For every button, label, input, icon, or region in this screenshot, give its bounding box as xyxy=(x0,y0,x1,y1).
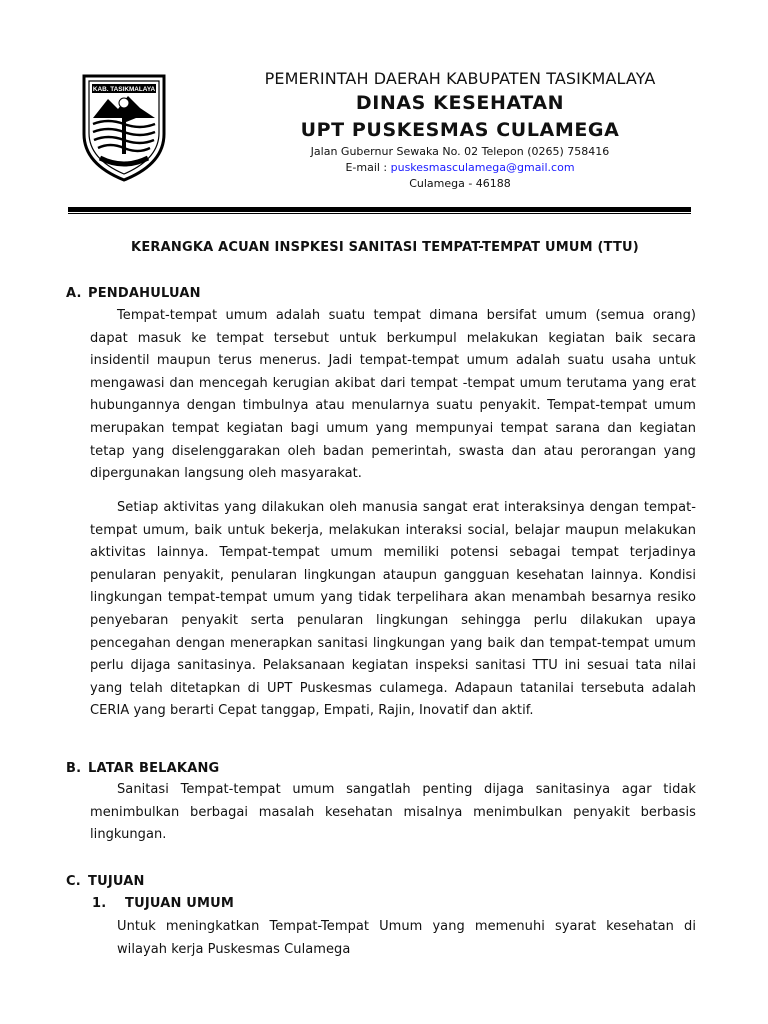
header-divider-thin xyxy=(68,213,691,214)
section-b-heading xyxy=(66,761,219,776)
section-a-heading xyxy=(66,286,201,301)
header-divider-thick xyxy=(68,207,691,212)
email-line xyxy=(200,160,720,176)
letterhead xyxy=(200,68,720,192)
subheading-1-number: 1. xyxy=(92,896,107,911)
document-title: KERANGKA ACUAN INSPKESI SANITASI TEMPAT-TEMPAT UMUM (TTU) xyxy=(131,240,639,255)
section-c-heading xyxy=(66,874,145,889)
section-a-paragraph-2: Setiap aktivitas yang dilakukan oleh manusia sangat erat interaksinya dengan tempat-tempat umum, baik untuk bekerja, melakukan interaksi social, belajar maupun melakukan aktivitas lainnya. Tempat-tempat umum memiliki potensi sebagai tempat terjadinya penularan penyakit, penularan lingkungan ataupun gangguan kesehatan lainnya. Kondisi lingkungan tempat-tempat umum yang tidak terpelihara akan menambah besarnya resiko penyebaran penyakit serta penularan lingkungan sehingga perlu dilakukan upaya pencegahan dengan menerapkan sanitasi lingkungan yang baik dan tempat-tempat umum perlu dijaga sanitasinya. Pelaksanaan kegiatan inspeksi sanitasi TTU ini sesuai tata nilai yang telah ditetapkan di UPT Puskesmas culamega. Adapaun tatanilai tersebuta adalah CERIA yang berarti Cepat tanggap, Empati, Rajin, Inovatif dan aktif. xyxy=(90,500,696,719)
section-a-paragraph-1: Tempat-tempat umum adalah suatu tempat dimana bersifat umum (semua orang) dapat masuk ke tempat tersebut untuk berkumpul melakukan kegiatan baik secara insidentil maupun terus menerus. Jadi tempat-tempat umum adalah suatu usaha untuk mengawasi dan mencegah kerugian akibat dari tempat -tempat umum terutama yang erat hubungannya dengan timbulnya atau menularnya suatu penyakit. Tempat-tempat umum merupakan tempat kegiatan bagi umum yang mempunyai tempat sarana dan kegiatan tetap yang diselenggarakan oleh badan pemerintah, swasta dan atau perorangan yang dipergunakan langsung oleh masyarakat. xyxy=(90,308,696,482)
government-name: PEMERINTAH DAERAH KABUPATEN TASIKMALAYA xyxy=(264,69,656,88)
kabupaten-emblem-logo xyxy=(78,72,170,184)
subheading-1-title: TUJUAN UMUM xyxy=(125,896,235,911)
agency-name: DINAS KESEHATAN xyxy=(355,92,565,114)
address-line: Jalan Gubernur Sewaka No. 02 Telepon (0265) 758416 xyxy=(310,145,610,158)
city-line: Culamega - 46188 xyxy=(409,177,511,190)
section-c-sub1-paragraph: Untuk meningkatkan Tempat-Tempat Umum yang memenuhi syarat kesehatan di wilayah kerja Puskesmas Culamega xyxy=(117,919,696,957)
email-link[interactable]: puskesmasculamega@gmail.com xyxy=(390,161,575,174)
section-b-paragraph-1: Sanitasi Tempat-tempat umum sangatlah penting dijaga sanitasinya agar tidak menimbulkan berbagai masalah kesehatan misalnya menimbulkan penyakit berbasis lingkungan. xyxy=(90,782,696,843)
section-c-subheading-1 xyxy=(92,896,234,911)
section-c-number: C. xyxy=(66,874,81,889)
section-a-number: A. xyxy=(66,286,82,301)
section-b-number: B. xyxy=(66,761,82,776)
section-c-title: TUJUAN xyxy=(88,874,145,889)
svg-text:KAB. TASIKMALAYA: KAB. TASIKMALAYA xyxy=(92,86,156,94)
section-a-title: PENDAHULUAN xyxy=(88,286,201,301)
institution-name: UPT PUSKESMAS CULAMEGA xyxy=(300,119,620,141)
section-b-title: LATAR BELAKANG xyxy=(88,761,220,776)
email-label: E-mail : xyxy=(345,161,391,174)
